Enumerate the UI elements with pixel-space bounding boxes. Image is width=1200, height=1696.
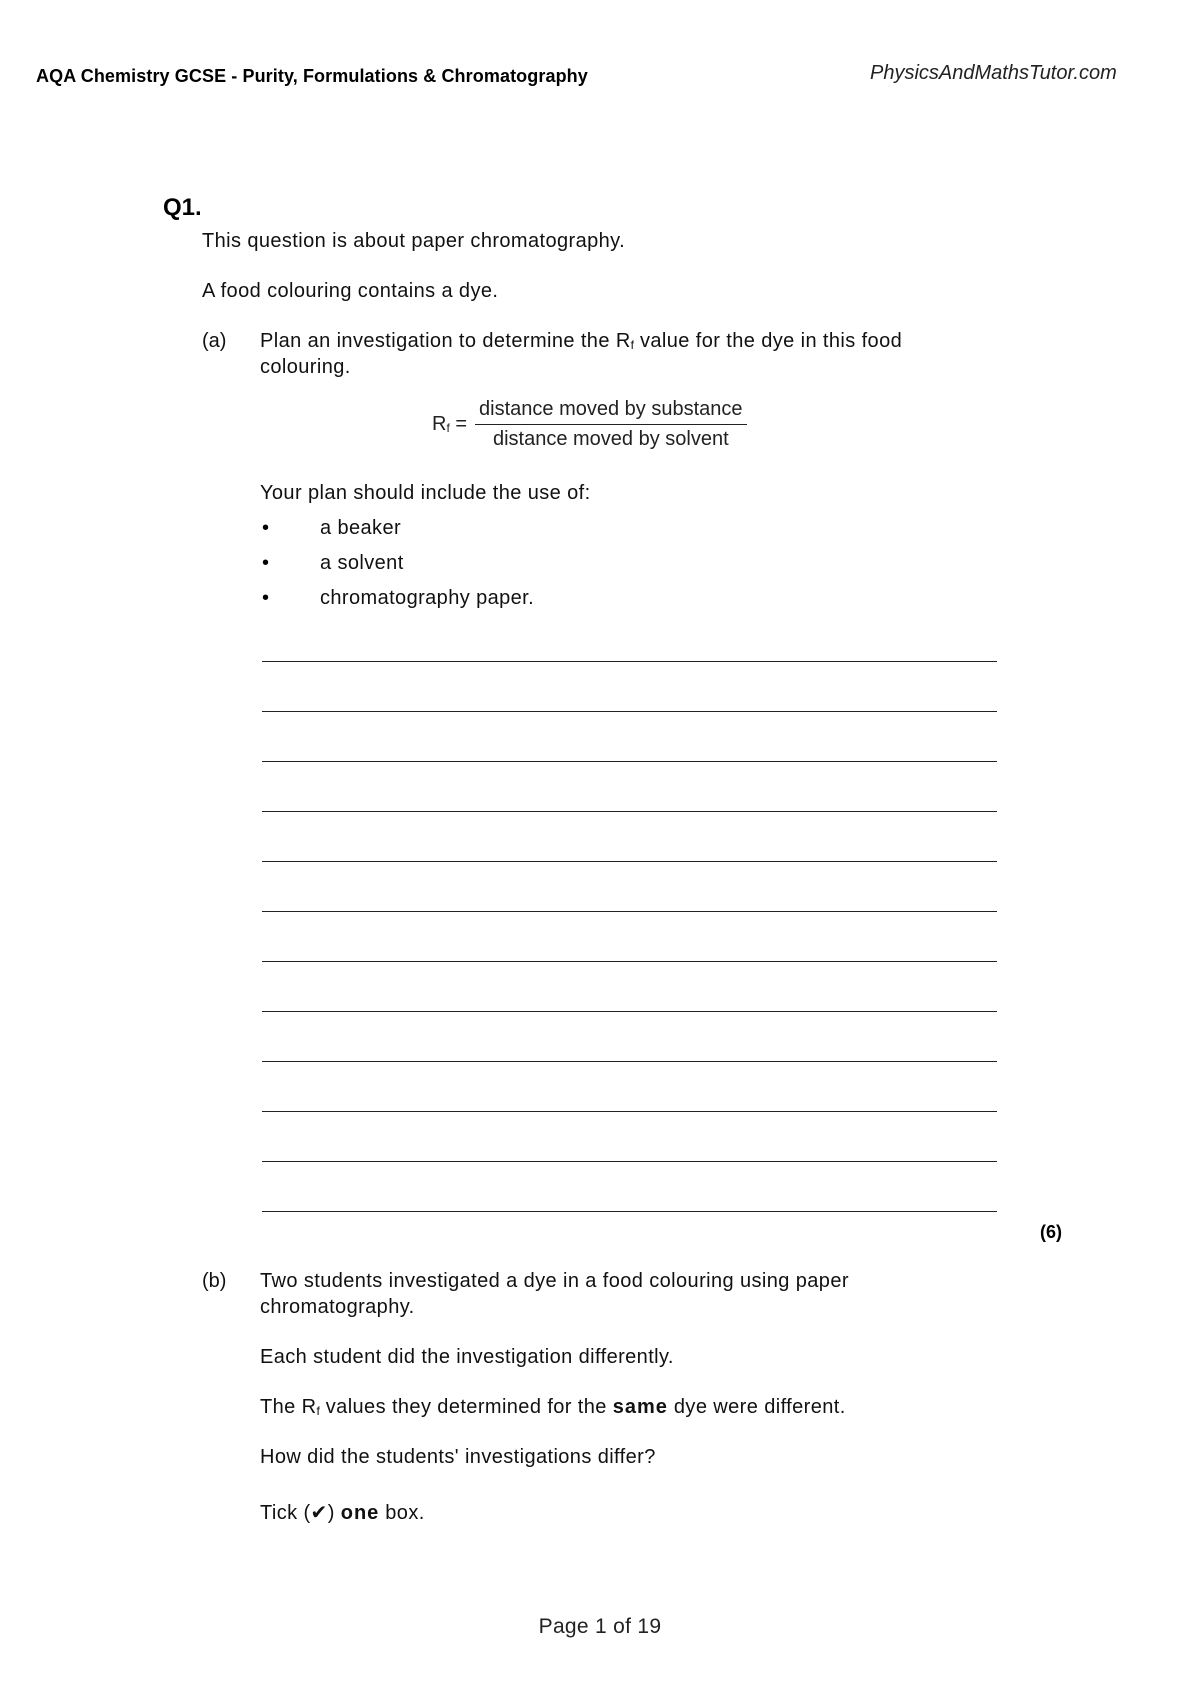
- bullet-mark: •: [262, 552, 270, 574]
- answer-line[interactable]: [262, 961, 997, 962]
- formula-denominator: distance moved by solvent: [492, 428, 729, 450]
- part-a-label: (a): [202, 330, 227, 352]
- marks-allocation: (6): [1040, 1222, 1062, 1242]
- intro-text-1: This question is about paper chromatography.: [202, 230, 626, 252]
- part-b-instruction: Tick (✔) one box.: [260, 1500, 425, 1524]
- intro-text-2: A food colouring contains a dye.: [202, 280, 499, 302]
- part-b-paragraph-2: The $R_f$ values they determined for the same dye were different.: [260, 1396, 846, 1418]
- part-b-label: (b): [202, 1270, 227, 1292]
- part-a-text-line2: colouring.: [260, 356, 351, 378]
- document-title: AQA Chemistry GCSE - Purity, Formulations & Chromatography: [36, 66, 588, 86]
- bullet-item: a solvent: [320, 552, 404, 574]
- part-a-text-line1: Plan an investigation to determine the $R_f$ value for the dye in this food: [260, 330, 903, 352]
- answer-line[interactable]: [262, 1211, 997, 1212]
- rf-subscript: f: [630, 338, 635, 352]
- part-b-text-line2: chromatography.: [260, 1296, 415, 1318]
- part-b-paragraph-3: How did the students' investigations differ?: [260, 1446, 656, 1468]
- formula-numerator: distance moved by substance: [475, 398, 747, 425]
- bullet-mark: •: [262, 587, 270, 609]
- site-name: PhysicsAndMathsTutor.com: [870, 62, 1117, 84]
- answer-line[interactable]: [262, 861, 997, 862]
- plan-intro: Your plan should include the use of:: [260, 482, 591, 504]
- page-number: Page 1 of 19: [538, 1615, 662, 1638]
- answer-line[interactable]: [262, 811, 997, 812]
- answer-line[interactable]: [262, 761, 997, 762]
- rf-formula: [432, 398, 747, 451]
- bullet-item: a beaker: [320, 517, 402, 539]
- bullet-item: chromatography paper.: [320, 587, 535, 609]
- answer-line[interactable]: [262, 1061, 997, 1062]
- answer-line[interactable]: [262, 711, 997, 712]
- answer-line[interactable]: [262, 1111, 997, 1112]
- answer-line[interactable]: [262, 1011, 997, 1012]
- answer-line[interactable]: [262, 661, 997, 662]
- part-b-text-line1: Two students investigated a dye in a food colouring using paper: [260, 1270, 849, 1292]
- formula-fraction: [475, 398, 747, 451]
- tick-icon: ✔: [310, 1500, 328, 1524]
- bullet-mark: •: [262, 517, 270, 539]
- part-b-paragraph-1: Each student did the investigation differently.: [260, 1346, 674, 1368]
- answer-line[interactable]: [262, 1161, 997, 1162]
- answer-line[interactable]: [262, 911, 997, 912]
- formula-lhs: $R_f$ =: [432, 413, 468, 435]
- question-number: Q1.: [163, 194, 202, 221]
